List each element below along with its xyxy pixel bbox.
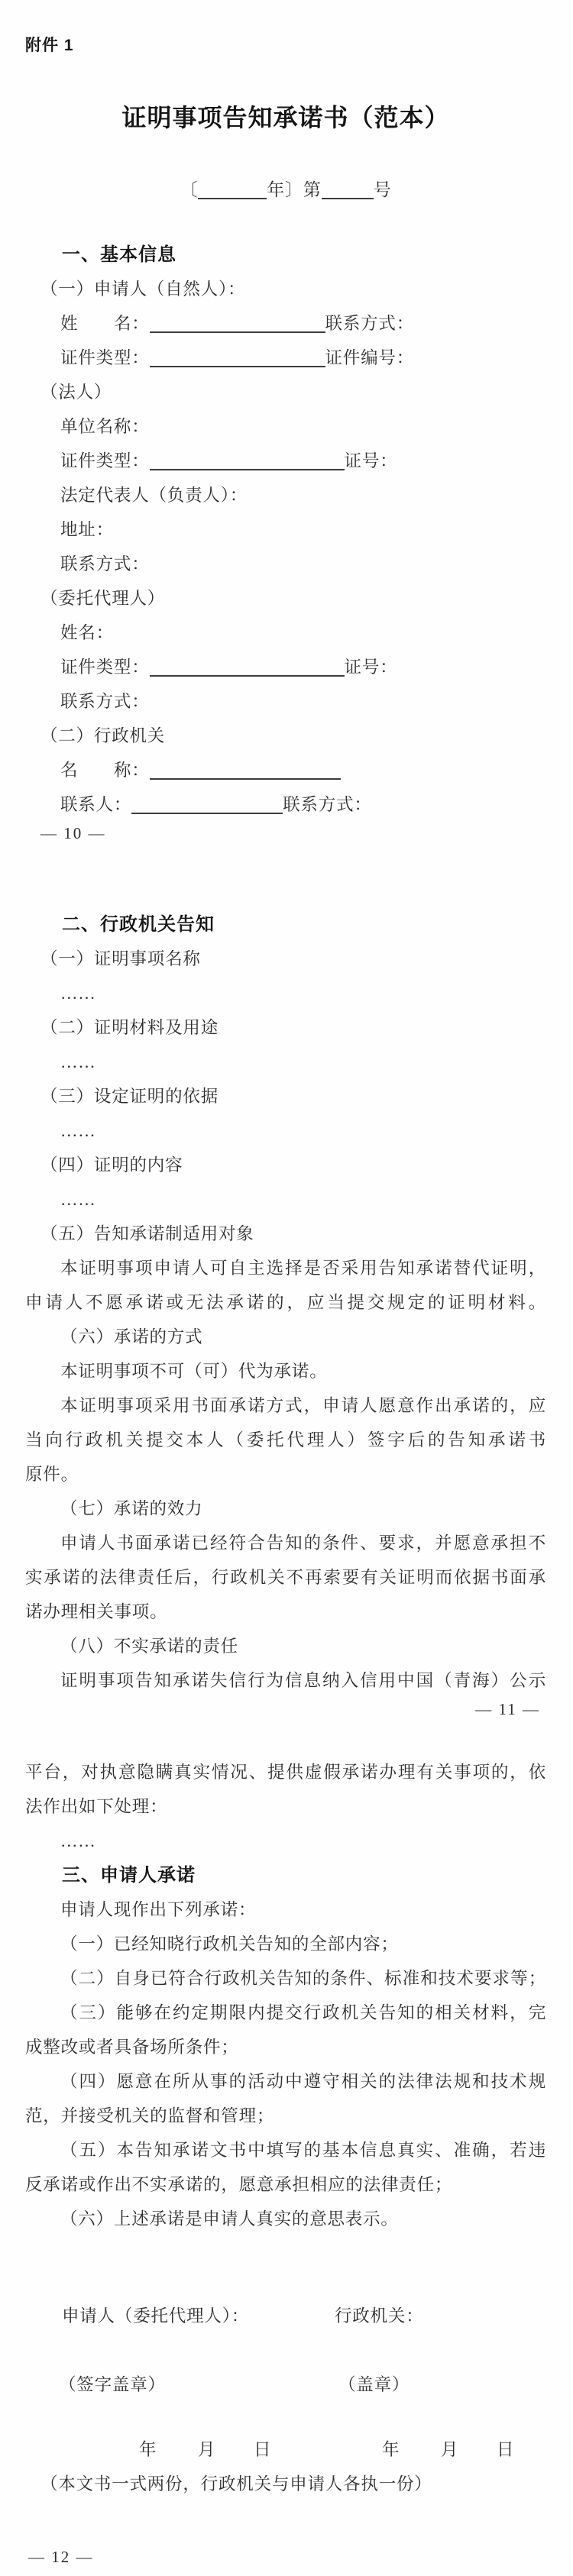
signature-party-row <box>25 2299 546 2333</box>
page-1 <box>25 34 546 845</box>
text-line: 实承诺的法律责任后，行政机关不再索要有关证明而依据书面承 <box>25 1568 546 1587</box>
text-line: （委托代理人） <box>40 589 166 608</box>
text-line: 单位名称： <box>60 417 150 436</box>
text-line: 申请人不愿承诺或无法承诺的，应当提交规定的证明材料。 <box>25 1293 546 1312</box>
blank-underline <box>322 175 374 199</box>
text-line: 联系方式： <box>60 554 150 574</box>
text-line: （六）承诺的方式 <box>60 1327 203 1346</box>
field-label: 联系方式： <box>325 314 415 333</box>
text-line: （二）证明材料及用途 <box>40 1018 219 1037</box>
blank-underline <box>150 755 341 780</box>
blank-underline <box>198 175 267 199</box>
text-line: （六）上述承诺是申请人真实的意思表示。 <box>60 2209 399 2229</box>
text-line: （四）愿意在所从事的活动中遵守相关的法律法规和技术规 <box>60 2072 546 2091</box>
text-line: 本证明事项不可（可）代为承诺。 <box>60 1362 328 1381</box>
page-number: — 10 — <box>40 824 106 842</box>
field-label: 证号： <box>344 658 398 677</box>
blank-underline <box>150 652 345 677</box>
form-field-line <box>25 444 546 478</box>
section-heading: 一、基本信息 <box>62 244 176 265</box>
field-label: 证件类型： <box>60 451 150 470</box>
text-line: 本证明事项采用书面承诺方式，申请人愿意作出承诺的，应 <box>60 1396 546 1415</box>
signature-label: 年 <box>139 2440 157 2459</box>
field-label: 〔 <box>180 180 199 199</box>
field-label: 号 <box>373 180 392 199</box>
text-line: 本证明事项申请人可自主选择是否采用告知承诺替代证明， <box>60 1259 546 1278</box>
text-line: 当向行政机关提交本人（委托代理人）签字后的告知承诺书 <box>25 1430 546 1450</box>
page-number: — 11 — <box>475 1700 540 1718</box>
blank-underline <box>150 446 345 470</box>
form-field-line <box>25 306 546 341</box>
text-line: （五）告知承诺制适用对象 <box>40 1224 254 1243</box>
text-line: 反承诺或作出不实承诺的，愿意承担相应的法律责任； <box>25 2175 453 2194</box>
text-line: 联系方式： <box>60 692 150 711</box>
field-label: 证件类型： <box>60 658 150 677</box>
text-line: 成整改或者具备场所条件； <box>25 2038 239 2057</box>
blank-underline <box>150 309 325 333</box>
ellipsis-line: …… <box>60 1190 96 1209</box>
field-label: 证件类型： <box>60 348 150 367</box>
field-label: 名 称： <box>60 761 150 780</box>
text-line: （四）证明的内容 <box>40 1155 183 1175</box>
field-label: 联系人： <box>60 795 132 814</box>
text-line: 法作出如下处理： <box>25 1797 168 1816</box>
signature-label: 申请人（委托代理人）： <box>62 2306 250 2326</box>
field-label: 联系方式： <box>283 795 372 814</box>
text-line: （五）本告知承诺文书中填写的基本信息真实、准确，若违 <box>60 2141 546 2160</box>
text-line: 申请人现作出下列承诺： <box>60 1900 257 1919</box>
text-line: 姓名： <box>60 623 114 642</box>
section-heading: 二、行政机关告知 <box>62 914 215 935</box>
text-line: 法定代表人（负责人）： <box>60 486 248 505</box>
field-label: 证件编号： <box>325 348 415 367</box>
page-2 <box>25 907 546 1721</box>
signature-seal-row <box>25 2368 546 2402</box>
text-line: （法人） <box>40 383 112 402</box>
field-label: 姓 名： <box>60 314 150 333</box>
text-line: （一）申请人（自然人）： <box>40 280 246 299</box>
field-label: 证号： <box>344 451 398 470</box>
form-field-line <box>25 753 546 787</box>
ellipsis-line: …… <box>60 1121 96 1140</box>
text-line: 地址： <box>60 520 114 539</box>
text-line: （本文书一式两份，行政机关与申请人各执一份） <box>40 2474 432 2494</box>
text-line: （三）能够在约定期限内提交行政机关告知的相关材料，完 <box>60 2003 546 2022</box>
text-line: 诺办理相关事项。 <box>25 1602 168 1621</box>
ellipsis-line: …… <box>60 1831 96 1850</box>
signature-label: 日 <box>497 2440 515 2459</box>
page-number: — 12 — <box>28 2548 94 2566</box>
form-field-line <box>25 787 546 822</box>
form-field-line <box>25 650 546 684</box>
text-line: （一）已经知晓行政机关告知的全部内容； <box>60 1934 399 1954</box>
text-line: （二）行政机关 <box>40 726 166 745</box>
text-line: （七）承诺的效力 <box>60 1499 203 1518</box>
form-field-line <box>25 341 546 375</box>
signature-date-row <box>25 2432 546 2467</box>
page-3 <box>25 1755 546 2568</box>
signature-label: （盖章） <box>338 2375 410 2394</box>
signature-label: 行政机关： <box>335 2306 424 2326</box>
ellipsis-line: …… <box>60 984 96 1003</box>
blank-underline <box>131 790 283 814</box>
document-number-line <box>25 173 546 207</box>
field-label: 年〕第 <box>267 180 322 199</box>
text-line: 原件。 <box>25 1465 79 1484</box>
signature-label: 月 <box>441 2440 459 2459</box>
text-line: （三）设定证明的依据 <box>40 1087 219 1106</box>
section-heading: 三、申请人承诺 <box>62 1865 196 1886</box>
text-line: 申请人书面承诺已经符合告知的条件、要求，并愿意承担不 <box>60 1534 546 1553</box>
blank-underline <box>150 343 325 367</box>
text-line: 范，并接受机关的监督和管理； <box>25 2106 275 2125</box>
text-line: （二）自身已符合行政机关告知的条件、标准和技术要求等； <box>60 1969 546 1988</box>
text-line: （八）不实承诺的责任 <box>60 1637 239 1656</box>
text-line: （一）证明事项名称 <box>40 949 201 968</box>
document-title: 证明事项告知承诺书（范本） <box>121 104 450 131</box>
attachment-label: 附件 1 <box>25 37 74 54</box>
signature-label: 年 <box>382 2440 400 2459</box>
ellipsis-line: …… <box>60 1052 96 1071</box>
signature-label: 月 <box>198 2440 216 2459</box>
text-line: 证明事项告知承诺失信行为信息纳入信用中国（青海）公示 <box>60 1671 546 1690</box>
signature-label: （签字盖章） <box>59 2375 166 2394</box>
text-line: 平台，对执意隐瞒真实情况、提供虚假承诺办理有关事项的，依 <box>25 1763 546 1782</box>
signature-label: 日 <box>254 2440 272 2459</box>
